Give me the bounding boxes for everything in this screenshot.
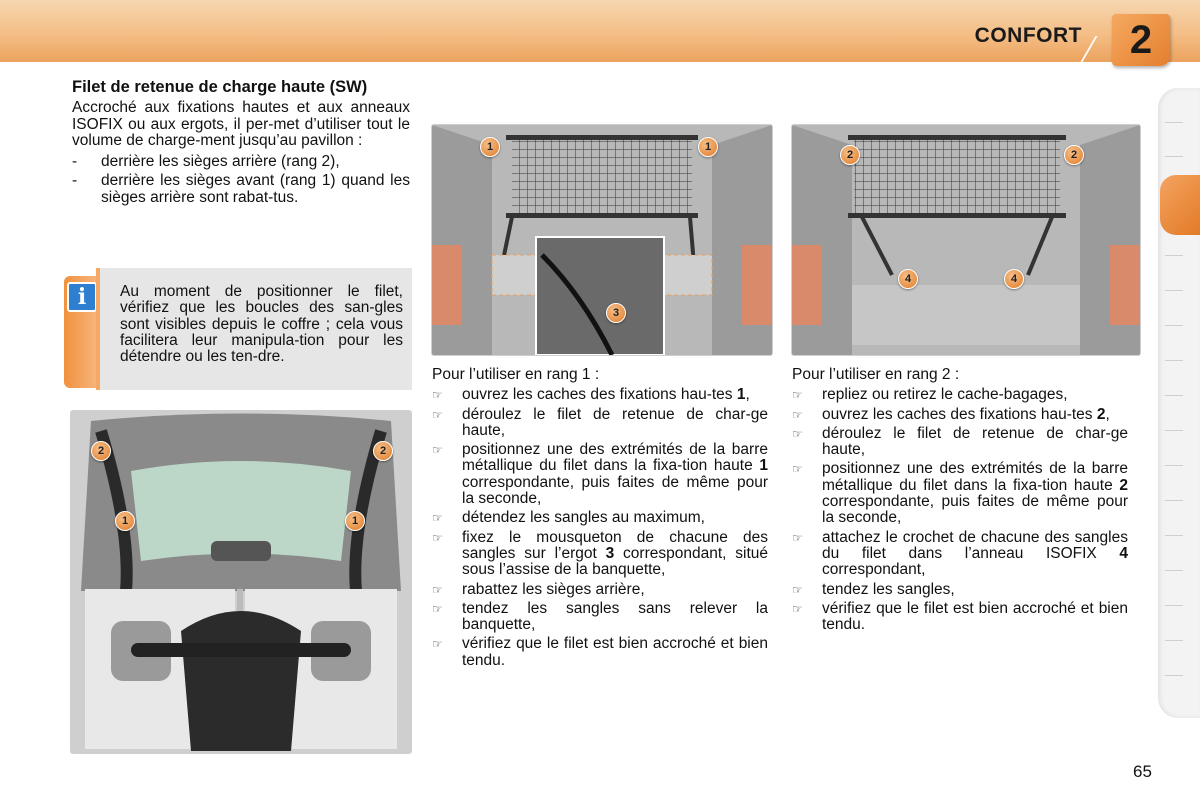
step-text: , (1105, 405, 1110, 423)
step-text: attachez le crochet de chacune des sangles du filet dans l’anneau ISOFIX (822, 528, 1128, 562)
tab-divider (1165, 640, 1183, 641)
step-text: correspondante, puis faites de même pour la seconde, (462, 473, 768, 508)
tab-divider (1165, 675, 1183, 676)
pointing-hand-icon: ☞ (432, 443, 443, 458)
pointing-hand-icon: ☞ (432, 388, 443, 403)
left-column (72, 78, 410, 209)
pointing-hand-icon: ☞ (792, 582, 803, 597)
step-item (432, 601, 768, 634)
step-item (432, 407, 768, 440)
step-ref: 1 (736, 386, 746, 404)
step-ref: 2 (1119, 476, 1128, 494)
cabin-illustration (70, 410, 412, 754)
step-text: détendez les sangles au maximum, (462, 509, 705, 527)
pointing-hand-icon: ☞ (432, 530, 443, 545)
rang2-instructions (792, 367, 1128, 636)
callout-badge: 4 (898, 269, 918, 289)
step-item (792, 407, 1128, 423)
tab-divider (1165, 535, 1183, 536)
pointing-hand-icon: ☞ (432, 582, 443, 597)
pointing-hand-icon: ☞ (792, 530, 803, 545)
usage-list (72, 154, 410, 207)
dash-icon: - (72, 152, 78, 170)
pointing-hand-icon: ☞ (792, 462, 803, 477)
step-text: rabattez les sièges arrière, (462, 580, 645, 598)
step-text: vérifiez que le filet est bien accroché et bien tendu. (462, 635, 768, 669)
step-item (432, 387, 768, 403)
tab-divider (1165, 156, 1183, 157)
pointing-hand-icon: ☞ (432, 407, 443, 422)
rang1-steps (432, 387, 768, 669)
intro-paragraph: Accroché aux fixations hautes et aux anneaux ISOFIX ou aux ergots, il per-met d’utiliser tout le volume de charge-ment jusqu’au pavillon : (72, 99, 410, 149)
dash-icon: - (72, 172, 78, 189)
section-title: Filet de retenue de charge haute (SW) (72, 78, 368, 96)
step-text: fixez le mousqueton de chacune des sangles sur l’ergot (462, 528, 768, 562)
chapter-title: CONFORT (974, 24, 1082, 47)
step-item (432, 530, 768, 579)
pointing-hand-icon: ☞ (792, 407, 803, 422)
step-item (432, 510, 768, 526)
step-text: , (745, 386, 750, 404)
step-text: ouvrez les caches des fixations hau-tes (822, 405, 1097, 423)
chapter-number: 2 (1129, 18, 1153, 62)
info-tab (64, 276, 96, 388)
step-item (792, 601, 1128, 634)
tab-divider (1165, 290, 1183, 291)
callout-badge: 1 (698, 137, 718, 157)
step-text: correspondant, (822, 561, 926, 579)
step-text: repliez ou retirez le cache-bagages, (822, 386, 1068, 404)
rang2-heading: Pour l’utiliser en rang 2 : (792, 366, 960, 383)
step-text: correspondante, puis faites de même pour la seconde, (822, 493, 1128, 527)
step-ref: 2 (1096, 405, 1106, 423)
tab-divider (1165, 360, 1183, 361)
pointing-hand-icon: ☞ (792, 601, 803, 616)
rang1-instructions (432, 367, 768, 672)
tab-divider (1165, 395, 1183, 396)
page-number: 65 (1133, 762, 1152, 781)
list-item (72, 154, 410, 171)
step-item (792, 426, 1128, 459)
step-text: déroulez le filet de retenue de char-ge haute, (462, 405, 768, 439)
step-text: déroulez le filet de retenue de char-ge haute, (822, 424, 1128, 459)
step-item (792, 387, 1128, 403)
step-item (792, 530, 1128, 579)
tab-divider (1165, 122, 1183, 123)
pointing-hand-icon: ☞ (792, 388, 803, 403)
rang2-steps (792, 387, 1128, 633)
pointing-hand-icon: ☞ (432, 511, 443, 526)
step-ref: 4 (1119, 544, 1128, 562)
step-ref: 3 (605, 544, 615, 562)
list-item-text: derrière les sièges arrière (rang 2), (101, 152, 340, 170)
tab-divider (1165, 255, 1183, 256)
step-item (432, 442, 768, 507)
step-text: tendez les sangles, (822, 580, 955, 598)
step-text: ouvrez les caches des fixations hau-tes (462, 386, 737, 404)
list-item (72, 173, 410, 206)
step-ref: 1 (759, 457, 768, 475)
info-box (96, 268, 412, 390)
rang1-heading: Pour l’utiliser en rang 1 : (432, 366, 600, 383)
step-item (432, 636, 768, 669)
callout-badge: 1 (480, 137, 500, 157)
rang1-illustration (431, 124, 773, 356)
callout-badge: 4 (1004, 269, 1024, 289)
rang1-drawing (432, 125, 772, 355)
tab-divider (1165, 430, 1183, 431)
callout-badge: 1 (345, 511, 365, 531)
step-text: positionnez une des extrémités de la barre métallique du filet dans la fixa-tion haute (462, 441, 768, 475)
info-text: Au moment de positionner le filet, vérifiez que les boucles des san-gles sont visibles depuis le coffre ; cela vous facilitera leur manipula-tion pour les détendre ou les ten-dre. (120, 283, 403, 366)
callout-badge: 1 (115, 511, 135, 531)
tab-divider (1165, 570, 1183, 571)
callout-badge: 2 (1064, 145, 1084, 165)
tab-divider (1165, 325, 1183, 326)
step-text: tendez les sangles sans relever la banquette, (462, 599, 768, 634)
callout-badge: 2 (840, 145, 860, 165)
callout-badge: 3 (606, 303, 626, 323)
cabin-drawing (71, 411, 411, 753)
step-text: vérifiez que le filet est bien accroché et bien tendu. (822, 599, 1128, 634)
step-item (792, 461, 1128, 526)
pointing-hand-icon: ☞ (432, 637, 443, 652)
tab-chapter-2[interactable] (1160, 175, 1200, 235)
step-item (432, 582, 768, 598)
tab-divider (1165, 605, 1183, 606)
chapter-badge (1112, 14, 1170, 66)
info-icon: i (67, 282, 97, 312)
list-item-text: derrière les sièges avant (rang 1) quand les sièges arrière sont rabat-tus. (101, 172, 410, 206)
rang2-illustration (791, 124, 1141, 356)
callout-badge: 2 (373, 441, 393, 461)
step-item (792, 582, 1128, 598)
tab-divider (1165, 465, 1183, 466)
pointing-hand-icon: ☞ (432, 601, 443, 616)
pointing-hand-icon: ☞ (792, 426, 803, 441)
tab-divider (1165, 500, 1183, 501)
step-text: positionnez une des extrémités de la barre métallique du filet dans la fixa-tion haute (822, 460, 1128, 494)
callout-badge: 2 (91, 441, 111, 461)
step-text: correspondant, situé sous l’assise de la banquette, (462, 544, 768, 579)
